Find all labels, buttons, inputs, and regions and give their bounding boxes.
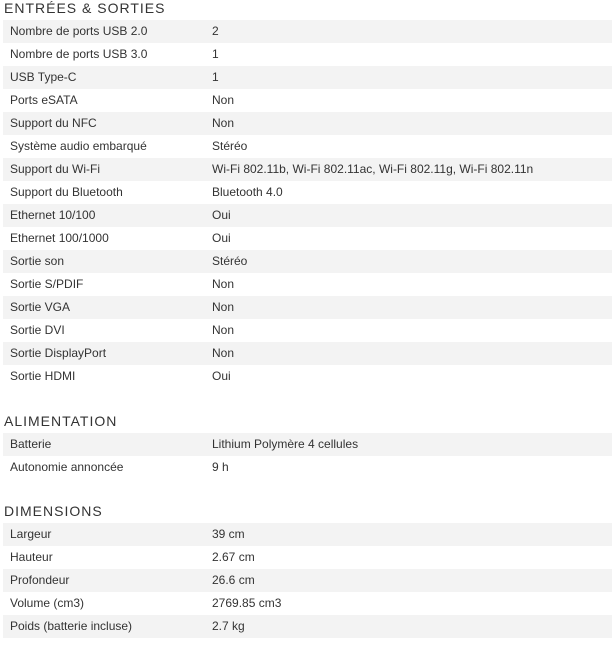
spec-value: 9 h [212,460,229,474]
spec-value: Non [212,277,235,291]
table-row [3,158,612,181]
spec-value: 2.7 kg [212,619,245,633]
section-dimensions [0,503,612,638]
table-row [3,181,612,204]
table-row [3,592,612,615]
table-row [3,204,612,227]
table-row [3,456,612,479]
spec-label: Autonomie annoncée [10,460,124,474]
spec-value: Stéréo [212,139,248,153]
spec-label: Support du Wi-Fi [10,162,101,176]
spec-label: Volume (cm3) [10,596,85,610]
spec-value: Non [212,116,235,130]
table-row [3,296,612,319]
table-row [3,319,612,342]
section-title-inputs-outputs: ENTRÉES & SORTIES [4,0,166,16]
table-row [3,20,612,43]
spec-label: Nombre de ports USB 2.0 [10,24,148,38]
table-row [3,523,612,546]
spec-value: Non [212,346,235,360]
spec-label: Sortie son [10,254,65,268]
spec-value: Oui [212,231,231,245]
table-row [3,615,612,638]
spec-label: Largeur [10,527,52,541]
spec-label: Ports eSATA [10,93,78,107]
spec-value: Stéréo [212,254,248,268]
spec-label: Profondeur [10,573,70,587]
spec-label: Sortie HDMI [10,369,76,383]
spec-label: Batterie [10,437,52,451]
spec-value: 26.6 cm [212,573,255,587]
spec-label: Système audio embarqué [10,139,147,153]
table-row [3,342,612,365]
spec-label: Nombre de ports USB 3.0 [10,47,148,61]
spec-value: 39 cm [212,527,245,541]
spec-value: Bluetooth 4.0 [212,185,283,199]
spec-label: Sortie DisplayPort [10,346,107,360]
spec-value: Non [212,323,235,337]
spec-value: 2 [212,24,219,38]
spec-label: Sortie S/PDIF [10,277,84,291]
spec-value: 1 [212,47,219,61]
spec-label: Support du Bluetooth [10,185,123,199]
spec-value: Lithium Polymère 4 cellules [212,437,359,451]
spec-label: Sortie DVI [10,323,65,337]
spec-value: 2769.85 cm3 [212,596,282,610]
table-row [3,89,612,112]
spec-value: Oui [212,369,231,383]
table-row [3,112,612,135]
table-row [3,433,612,456]
section-power [0,413,612,479]
table-row [3,43,612,66]
spec-value: Non [212,93,235,107]
table-row [3,227,612,250]
section-title-power: ALIMENTATION [4,413,118,429]
spec-label: Ethernet 10/100 [10,208,96,222]
spec-label: Sortie VGA [10,300,71,314]
spec-table-power [0,433,612,479]
table-row [3,273,612,296]
table-row [3,569,612,592]
spec-value: Wi-Fi 802.11b, Wi-Fi 802.11ac, Wi-Fi 802.11g, Wi-Fi 802.11n [212,162,534,176]
spec-label: Support du NFC [10,116,97,130]
table-row [3,66,612,89]
table-row [3,135,612,158]
spec-label: Ethernet 100/1000 [10,231,109,245]
spec-value: 2.67 cm [212,550,255,564]
spec-table-dimensions [0,523,612,638]
spec-label: Poids (batterie incluse) [10,619,133,633]
section-title-dimensions: DIMENSIONS [4,503,103,519]
spec-table-inputs-outputs [0,20,612,388]
spec-label: USB Type-C [10,70,77,84]
spec-value: Oui [212,208,231,222]
spec-value: 1 [212,70,219,84]
spec-label: Hauteur [10,550,53,564]
spec-value: Non [212,300,235,314]
table-row [3,250,612,273]
table-row [3,365,612,388]
table-row [3,546,612,569]
